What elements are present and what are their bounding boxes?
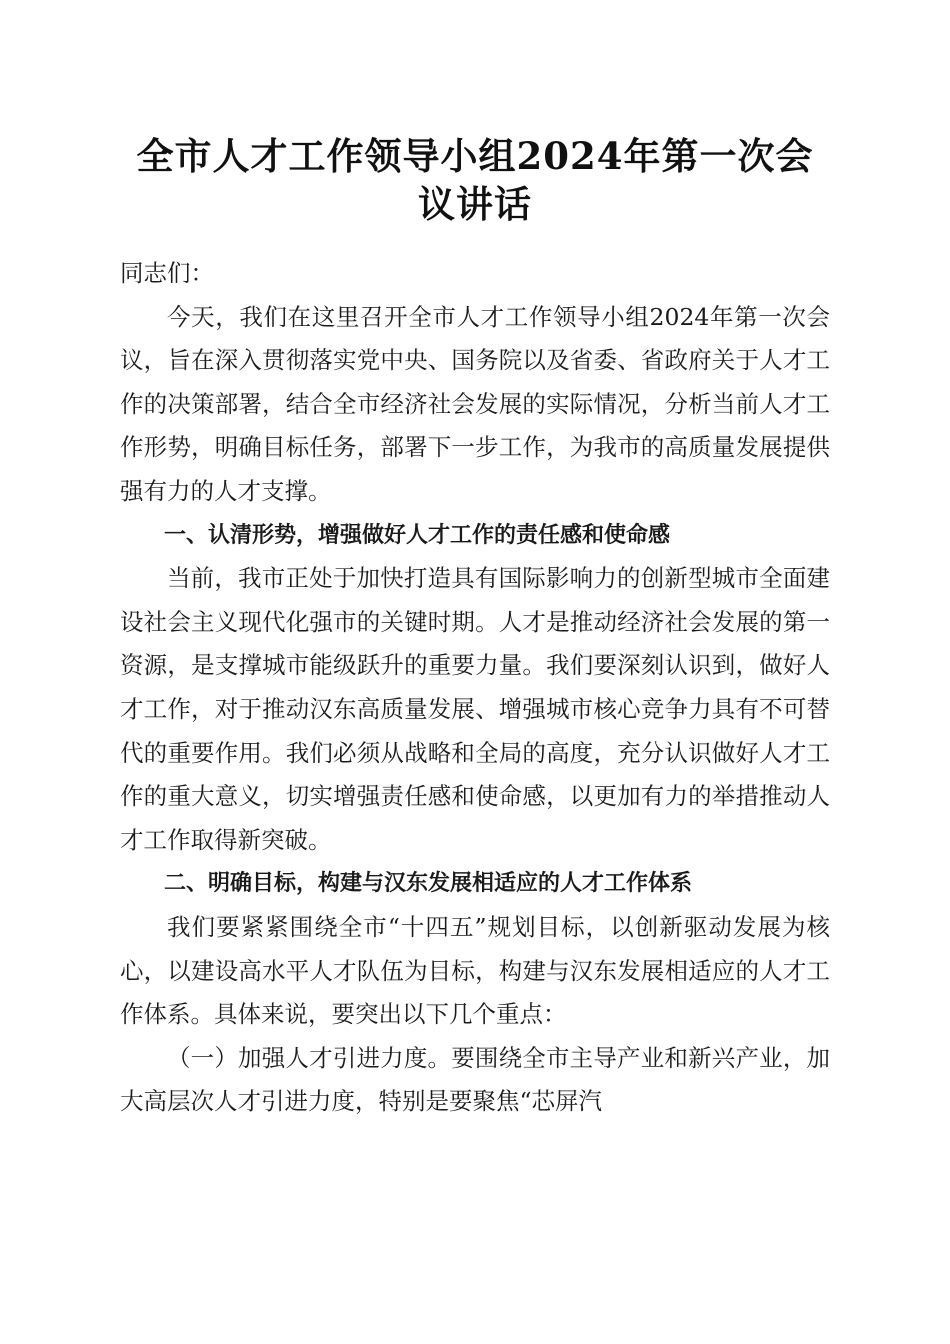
section-2-heading: 二、明确目标，构建与汉东发展相适应的人才工作体系 [164, 871, 693, 897]
section-2-paragraph: 我们要紧紧围绕全市“十四五”规划目标，以创新驱动发展为核心，以建设高水平人才队伍为目标，构建与汉东发展相适应的人才工作体系。具体来说，要突出以下几个重点： [120, 912, 830, 1029]
intro-paragraph: 今天，我们在这里召开全市人才工作领导小组2024年第一次会议，旨在深入贯彻落实党中央、国务院以及省委、省政府关于人才工作的决策部署，结合全市经济社会发展的实际情况，分析当前人才工作形势，明确目标任务，部署下一步工作，为我市的高质量发展提供强有力的人才支撑。 [120, 302, 830, 505]
section-1-paragraph: 当前，我市正处于加快打造具有国际影响力的创新型城市全面建设社会主义现代化强市的关键时期。人才是推动经济社会发展的第一资源，是支撑城市能级跃升的重要力量。我们要深刻认识到，做好人才工作，对于推动汉东高质量发展、增强城市核心竞争力具有不可替代的重要作用。我们必须从战略和全局的高度，充分认识做好人才工作的重大意义，切实增强责任感和使命感，以更加有力的举措推动人才工作取得新突破。 [120, 564, 830, 854]
item-1-paragraph: （一）加强人才引进力度。要围绕全市主导产业和新兴产业，加大高层次人才引进力度，特别是要聚焦“芯屏汽 [120, 1043, 830, 1116]
salutation: 同志们： [120, 259, 214, 287]
document-body [120, 252, 830, 1124]
document-title: 全市人才工作领导小组2024年第一次会议讲话 [136, 134, 814, 226]
section-1-heading: 一、认清形势，增强做好人才工作的责任感和使命感 [164, 522, 671, 548]
